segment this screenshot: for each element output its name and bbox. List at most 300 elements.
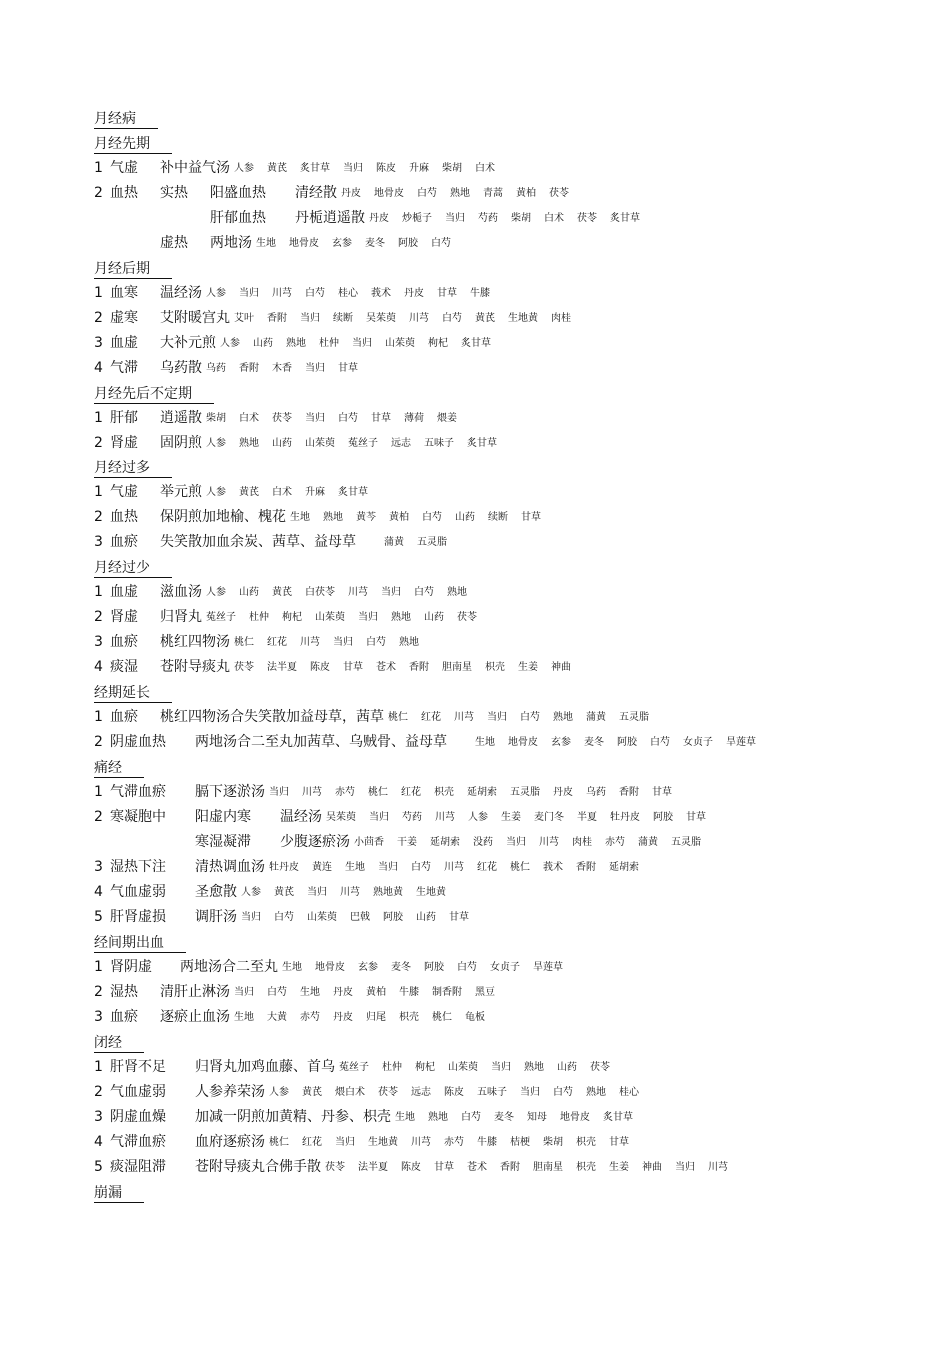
herb-item: 炙甘草 xyxy=(467,438,497,449)
herb-item: 巴戟 xyxy=(350,912,370,923)
herb-item: 阿胶 xyxy=(424,962,444,973)
herb-item: 地骨皮 xyxy=(315,962,345,973)
herb-item: 升麻 xyxy=(305,487,325,498)
herb-item: 熟地 xyxy=(428,1112,448,1123)
herb-item: 茯苓 xyxy=(549,188,569,199)
herb-list xyxy=(206,608,490,628)
herb-item: 红花 xyxy=(302,1137,322,1148)
herb-item: 丹皮 xyxy=(404,288,424,299)
herb-item: 麦冬 xyxy=(494,1112,514,1123)
formula-name: 血府逐瘀汤 xyxy=(195,1134,265,1150)
herb-item: 麦冬 xyxy=(584,737,604,748)
herb-item: 熟地 xyxy=(323,512,343,523)
herb-item: 柴胡 xyxy=(543,1137,563,1148)
herb-list xyxy=(241,883,459,903)
syndrome-name: 血热 xyxy=(110,185,138,201)
herb-item: 当归 xyxy=(352,338,372,349)
herb-item: 白术 xyxy=(239,413,259,424)
herb-item: 肉桂 xyxy=(551,313,571,324)
section-heading: 痛经 xyxy=(94,759,144,778)
herb-item: 当归 xyxy=(381,587,401,598)
herb-item: 茯苓 xyxy=(272,413,292,424)
herb-list xyxy=(269,858,652,878)
herb-list xyxy=(256,234,464,254)
syndrome-name: 气血虚弱 xyxy=(110,884,166,900)
entry-number: 3 xyxy=(94,534,103,550)
formula-name: 滋血汤 xyxy=(160,584,202,600)
herb-item: 枳壳 xyxy=(399,1012,419,1023)
herb-item: 生地 xyxy=(234,1012,254,1023)
herb-item: 丹皮 xyxy=(341,188,361,199)
formula-name: 桃红四物汤合失笑散加益母草，茜草 xyxy=(160,709,384,725)
formula-name: 桃红四物汤 xyxy=(160,634,230,650)
herb-item: 生地 xyxy=(290,512,310,523)
herb-item: 当归 xyxy=(333,637,353,648)
herb-item: 吴茱萸 xyxy=(326,812,356,823)
herb-item: 山茱萸 xyxy=(305,438,335,449)
herb-item: 神曲 xyxy=(642,1162,662,1173)
formula-name: 调肝汤 xyxy=(195,909,237,925)
herb-item: 菟丝子 xyxy=(206,612,236,623)
herb-item: 白芍 xyxy=(414,587,434,598)
formula-name: 苍附导痰丸 xyxy=(160,659,230,675)
entry-number: 3 xyxy=(94,859,103,875)
syndrome-name: 寒凝胞中 xyxy=(110,809,166,825)
herb-item: 茯苓 xyxy=(234,662,254,673)
herb-item: 生地黄 xyxy=(508,313,538,324)
herb-item: 熟地 xyxy=(450,188,470,199)
entry-number: 2 xyxy=(94,809,103,825)
formula-name: 温经汤 xyxy=(160,285,202,301)
herb-item: 熟地黄 xyxy=(373,887,403,898)
herb-item: 赤芍 xyxy=(444,1137,464,1148)
herb-item: 当归 xyxy=(520,1087,540,1098)
herb-item: 炙甘草 xyxy=(461,338,491,349)
herb-item: 人参 xyxy=(269,1087,289,1098)
syndrome-name: 血寒 xyxy=(110,285,138,301)
herb-item: 桃仁 xyxy=(234,637,254,648)
entry-number: 2 xyxy=(94,435,103,451)
herb-list xyxy=(475,733,769,753)
herb-item: 人参 xyxy=(206,487,226,498)
herb-item: 麦冬 xyxy=(391,962,411,973)
herb-item: 黄芩 xyxy=(356,512,376,523)
section-heading: 闭经 xyxy=(94,1034,144,1053)
herb-item: 女贞子 xyxy=(490,962,520,973)
entry-number: 1 xyxy=(94,709,103,725)
formula-name: 归肾丸加鸡血藤、首乌 xyxy=(195,1059,335,1075)
herb-item: 川芎 xyxy=(708,1162,728,1173)
entry-number: 1 xyxy=(94,1059,103,1075)
syndrome-name: 肝郁 xyxy=(110,410,138,426)
entry-number: 2 xyxy=(94,185,103,201)
herb-list xyxy=(206,359,371,379)
herb-item: 陈皮 xyxy=(376,163,396,174)
formula-name: 两地汤合二至丸 xyxy=(180,959,278,975)
formula-name: 人参养荣汤 xyxy=(195,1084,265,1100)
formula-name: 乌药散 xyxy=(160,360,202,376)
herb-item: 山茱萸 xyxy=(385,338,415,349)
herb-item: 黄芪 xyxy=(475,313,495,324)
herb-item: 香附 xyxy=(239,363,259,374)
herb-item: 白芍 xyxy=(267,987,287,998)
herb-item: 茯苓 xyxy=(378,1087,398,1098)
herb-item: 熟地 xyxy=(391,612,411,623)
section-heading: 月经病 xyxy=(94,110,158,129)
herb-list xyxy=(234,309,584,329)
herb-item: 赤芍 xyxy=(300,1012,320,1023)
section-heading: 崩漏 xyxy=(94,1184,144,1203)
herb-list xyxy=(220,334,504,354)
herb-item: 当归 xyxy=(487,712,507,723)
herb-item: 炙甘草 xyxy=(610,213,640,224)
herb-item: 熟地 xyxy=(239,438,259,449)
herb-item: 胆南星 xyxy=(533,1162,563,1173)
syndrome-name: 肾虚 xyxy=(110,435,138,451)
herb-item: 丹皮 xyxy=(333,1012,353,1023)
herb-item: 香附 xyxy=(500,1162,520,1173)
herb-item: 当归 xyxy=(234,987,254,998)
herb-list xyxy=(369,209,653,229)
herb-item: 吴茱萸 xyxy=(366,313,396,324)
herb-item: 山药 xyxy=(253,338,273,349)
herb-item: 乌药 xyxy=(586,787,606,798)
herb-item: 菟丝子 xyxy=(348,438,378,449)
herb-item: 山药 xyxy=(272,438,292,449)
herb-item: 柴胡 xyxy=(206,413,226,424)
herb-item: 白芍 xyxy=(417,188,437,199)
herb-item: 知母 xyxy=(527,1112,547,1123)
herb-item: 小茴香 xyxy=(354,837,384,848)
herb-item: 白茯苓 xyxy=(305,587,335,598)
herb-list xyxy=(241,908,482,928)
herb-item: 川芎 xyxy=(348,587,368,598)
herb-item: 黄芪 xyxy=(272,587,292,598)
herb-item: 甘草 xyxy=(434,1162,454,1173)
herb-item: 丹皮 xyxy=(369,213,389,224)
herb-item: 乌药 xyxy=(206,363,226,374)
syndrome-name: 气虚 xyxy=(110,160,138,176)
herb-list xyxy=(206,409,470,429)
entry-number: 2 xyxy=(94,509,103,525)
herb-item: 红花 xyxy=(401,787,421,798)
herb-item: 甘草 xyxy=(449,912,469,923)
herb-item: 当归 xyxy=(305,363,325,374)
formula-name: 圣愈散 xyxy=(195,884,237,900)
herb-list xyxy=(269,783,685,803)
herb-item: 升麻 xyxy=(409,163,429,174)
herb-item: 续断 xyxy=(488,512,508,523)
herb-item: 山茱萸 xyxy=(307,912,337,923)
formula-name: 清经散 xyxy=(295,185,337,201)
herb-item: 干姜 xyxy=(397,837,417,848)
herb-item: 地骨皮 xyxy=(508,737,538,748)
herb-item: 山药 xyxy=(455,512,475,523)
syndrome-name: 血虚 xyxy=(110,335,138,351)
herb-item: 白芍 xyxy=(442,313,462,324)
herb-item: 阿胶 xyxy=(383,912,403,923)
herb-item: 白芍 xyxy=(338,413,358,424)
herb-item: 茯苓 xyxy=(325,1162,345,1173)
herb-item: 杜仲 xyxy=(249,612,269,623)
herb-item: 芍药 xyxy=(402,812,422,823)
herb-item: 神曲 xyxy=(551,662,571,673)
section-heading: 经间期出血 xyxy=(94,934,186,953)
section-heading: 月经先期 xyxy=(94,135,172,154)
herb-item: 甘草 xyxy=(338,363,358,374)
herb-item: 人参 xyxy=(468,812,488,823)
herb-list xyxy=(269,1133,642,1153)
herb-list xyxy=(339,1058,623,1078)
herb-item: 人参 xyxy=(206,288,226,299)
entry-number: 3 xyxy=(94,335,103,351)
formula-name: 逐瘀止血汤 xyxy=(160,1009,230,1025)
entry-number: 4 xyxy=(94,884,103,900)
syndrome-name: 肾虚 xyxy=(110,609,138,625)
herb-item: 丹皮 xyxy=(553,787,573,798)
herb-item: 桔梗 xyxy=(510,1137,530,1148)
herb-item: 地骨皮 xyxy=(374,188,404,199)
herb-item: 桃仁 xyxy=(269,1137,289,1148)
formula-name: 保阴煎加地榆、槐花 xyxy=(160,509,286,525)
formula-name: 两地汤合二至丸加茜草、乌贼骨、益母草 xyxy=(195,734,447,750)
syndrome-name: 气血虚弱 xyxy=(110,1084,166,1100)
section-heading: 月经先后不定期 xyxy=(94,385,214,404)
syndrome-name: 肝肾虚损 xyxy=(110,909,166,925)
herb-item: 麦门冬 xyxy=(534,812,564,823)
herb-list xyxy=(206,483,381,503)
herb-item: 熟地 xyxy=(524,1062,544,1073)
herb-item: 桃仁 xyxy=(510,862,530,873)
entry-number: 5 xyxy=(94,1159,103,1175)
herb-item: 牛膝 xyxy=(477,1137,497,1148)
entry-number: 1 xyxy=(94,959,103,975)
syndrome-name: 血瘀 xyxy=(110,709,138,725)
formula-name: 清肝止淋汤 xyxy=(160,984,230,1000)
herb-item: 当归 xyxy=(300,313,320,324)
herb-item: 芍药 xyxy=(478,213,498,224)
herb-item: 山茱萸 xyxy=(315,612,345,623)
herb-item: 麦冬 xyxy=(365,238,385,249)
herb-item: 玄参 xyxy=(551,737,571,748)
herb-item: 菟丝子 xyxy=(339,1062,369,1073)
section-heading: 经期延长 xyxy=(94,684,172,703)
herb-item: 黄柏 xyxy=(366,987,386,998)
syndrome-name: 气滞 xyxy=(110,360,138,376)
herb-item: 远志 xyxy=(391,438,411,449)
syndrome-name: 肝肾不足 xyxy=(110,1059,166,1075)
herb-item: 当归 xyxy=(305,413,325,424)
herb-item: 玄参 xyxy=(358,962,378,973)
herb-item: 肉桂 xyxy=(572,837,592,848)
formula-name: 温经汤 xyxy=(280,809,322,825)
herb-item: 牛膝 xyxy=(470,288,490,299)
herb-list xyxy=(388,708,662,728)
sub-syndrome: 实热 xyxy=(160,185,188,201)
herb-item: 旱莲草 xyxy=(533,962,563,973)
syndrome-name: 气虚 xyxy=(110,484,138,500)
herb-item: 蒲黄 xyxy=(384,537,404,548)
herb-item: 熟地 xyxy=(553,712,573,723)
herb-item: 五灵脂 xyxy=(510,787,540,798)
herb-item: 白芍 xyxy=(553,1087,573,1098)
herb-item: 白术 xyxy=(475,163,495,174)
herb-item: 延胡索 xyxy=(430,837,460,848)
herb-item: 黄芪 xyxy=(302,1087,322,1098)
herb-item: 法半夏 xyxy=(267,662,297,673)
herb-item: 五灵脂 xyxy=(619,712,649,723)
herb-item: 白芍 xyxy=(305,288,325,299)
herb-item: 蒲黄 xyxy=(638,837,658,848)
entry-number: 4 xyxy=(94,1134,103,1150)
syndrome-name: 血热 xyxy=(110,509,138,525)
herb-item: 白芍 xyxy=(431,238,451,249)
herb-item: 延胡索 xyxy=(467,787,497,798)
entry-number: 4 xyxy=(94,659,103,675)
herb-list xyxy=(395,1108,646,1128)
herb-item: 生地 xyxy=(345,862,365,873)
herb-list xyxy=(234,983,508,1003)
herb-item: 炙甘草 xyxy=(338,487,368,498)
herb-list xyxy=(234,159,508,179)
herb-item: 五灵脂 xyxy=(671,837,701,848)
herb-item: 生地 xyxy=(256,238,276,249)
herb-item: 熟地 xyxy=(586,1087,606,1098)
herb-item: 白芍 xyxy=(457,962,477,973)
herb-item: 杜仲 xyxy=(382,1062,402,1073)
herb-item: 生姜 xyxy=(501,812,521,823)
syndrome-name: 虚寒 xyxy=(110,310,138,326)
herb-item: 白芍 xyxy=(520,712,540,723)
herb-item: 红花 xyxy=(267,637,287,648)
herb-item: 枳壳 xyxy=(576,1162,596,1173)
formula-name: 少腹逐瘀汤 xyxy=(280,834,350,850)
herb-item: 柴胡 xyxy=(511,213,531,224)
herb-item: 枳壳 xyxy=(434,787,454,798)
herb-item: 陈皮 xyxy=(444,1087,464,1098)
herb-item: 没药 xyxy=(473,837,493,848)
herb-item: 五味子 xyxy=(424,438,454,449)
formula-name: 失笑散加血余炭、茜草、益母草 xyxy=(160,534,356,550)
herb-item: 枳壳 xyxy=(576,1137,596,1148)
herb-item: 柴胡 xyxy=(442,163,462,174)
herb-item: 当归 xyxy=(269,787,289,798)
syndrome-name: 痰湿阻滞 xyxy=(110,1159,166,1175)
herb-item: 川芎 xyxy=(300,637,320,648)
herb-item: 黑豆 xyxy=(475,987,495,998)
herb-item: 人参 xyxy=(206,587,226,598)
herb-item: 枸杞 xyxy=(282,612,302,623)
herb-item: 桃仁 xyxy=(388,712,408,723)
herb-item: 川芎 xyxy=(435,812,455,823)
entry-number: 2 xyxy=(94,734,103,750)
herb-item: 熟地 xyxy=(399,637,419,648)
herb-item: 白术 xyxy=(272,487,292,498)
sub-syndrome: 虚热 xyxy=(160,235,188,251)
herb-item: 五灵脂 xyxy=(417,537,447,548)
herb-item: 川芎 xyxy=(340,887,360,898)
herb-item: 香附 xyxy=(576,862,596,873)
herb-item: 桂心 xyxy=(338,288,358,299)
entry-number: 1 xyxy=(94,784,103,800)
herb-list xyxy=(234,658,584,678)
herb-item: 黄柏 xyxy=(389,512,409,523)
herb-item: 木香 xyxy=(272,363,292,374)
section-heading: 月经后期 xyxy=(94,260,172,279)
herb-item: 当归 xyxy=(675,1162,695,1173)
herb-item: 黄芪 xyxy=(274,887,294,898)
herb-item: 五味子 xyxy=(477,1087,507,1098)
herb-item: 甘草 xyxy=(652,787,672,798)
entry-number: 2 xyxy=(94,310,103,326)
section-heading: 月经过少 xyxy=(94,559,172,578)
herb-item: 阿胶 xyxy=(653,812,673,823)
herb-item: 生地 xyxy=(475,737,495,748)
herb-item: 生地黄 xyxy=(416,887,446,898)
herb-item: 炙甘草 xyxy=(603,1112,633,1123)
entry-number: 4 xyxy=(94,360,103,376)
herb-item: 黄芪 xyxy=(239,487,259,498)
herb-item: 大黄 xyxy=(267,1012,287,1023)
herb-item: 归尾 xyxy=(366,1012,386,1023)
formula-name: 归肾丸 xyxy=(160,609,202,625)
sub-syndrome: 阳盛血热 xyxy=(210,185,266,201)
herb-item: 甘草 xyxy=(521,512,541,523)
herb-item: 川芎 xyxy=(411,1137,431,1148)
herb-item: 甘草 xyxy=(437,288,457,299)
herb-item: 香附 xyxy=(267,313,287,324)
herb-item: 蒲黄 xyxy=(586,712,606,723)
herb-item: 生地 xyxy=(395,1112,415,1123)
syndrome-name: 阴虚血热 xyxy=(110,734,166,750)
herb-item: 甘草 xyxy=(371,413,391,424)
herb-item: 黄柏 xyxy=(516,188,536,199)
herb-item: 当归 xyxy=(307,887,327,898)
herb-item: 人参 xyxy=(241,887,261,898)
herb-item: 杜仲 xyxy=(319,338,339,349)
herb-item: 枸杞 xyxy=(415,1062,435,1073)
herb-item: 人参 xyxy=(206,438,226,449)
herb-item: 当归 xyxy=(491,1062,511,1073)
herb-item: 生地 xyxy=(282,962,302,973)
herb-item: 山药 xyxy=(424,612,444,623)
formula-name: 两地汤 xyxy=(210,235,252,251)
herb-item: 炙甘草 xyxy=(300,163,330,174)
herb-item: 白芍 xyxy=(274,912,294,923)
herb-item: 白术 xyxy=(544,213,564,224)
entry-number: 1 xyxy=(94,484,103,500)
herb-item: 艾叶 xyxy=(234,313,254,324)
herb-item: 川芎 xyxy=(272,288,292,299)
herb-item: 白芍 xyxy=(650,737,670,748)
syndrome-name: 血瘀 xyxy=(110,634,138,650)
herb-list xyxy=(282,958,576,978)
syndrome-name: 湿热下注 xyxy=(110,859,166,875)
herb-item: 胆南星 xyxy=(442,662,472,673)
herb-item: 女贞子 xyxy=(683,737,713,748)
herb-item: 延胡索 xyxy=(609,862,639,873)
herb-item: 山药 xyxy=(416,912,436,923)
entry-number: 3 xyxy=(94,634,103,650)
herb-item: 黄芪 xyxy=(267,163,287,174)
herb-item: 陈皮 xyxy=(401,1162,421,1173)
herb-list xyxy=(325,1158,741,1178)
herb-item: 制香附 xyxy=(432,987,462,998)
herb-list xyxy=(326,808,719,828)
entry-number: 2 xyxy=(94,1084,103,1100)
herb-list xyxy=(341,184,582,204)
herb-item: 苍术 xyxy=(376,662,396,673)
